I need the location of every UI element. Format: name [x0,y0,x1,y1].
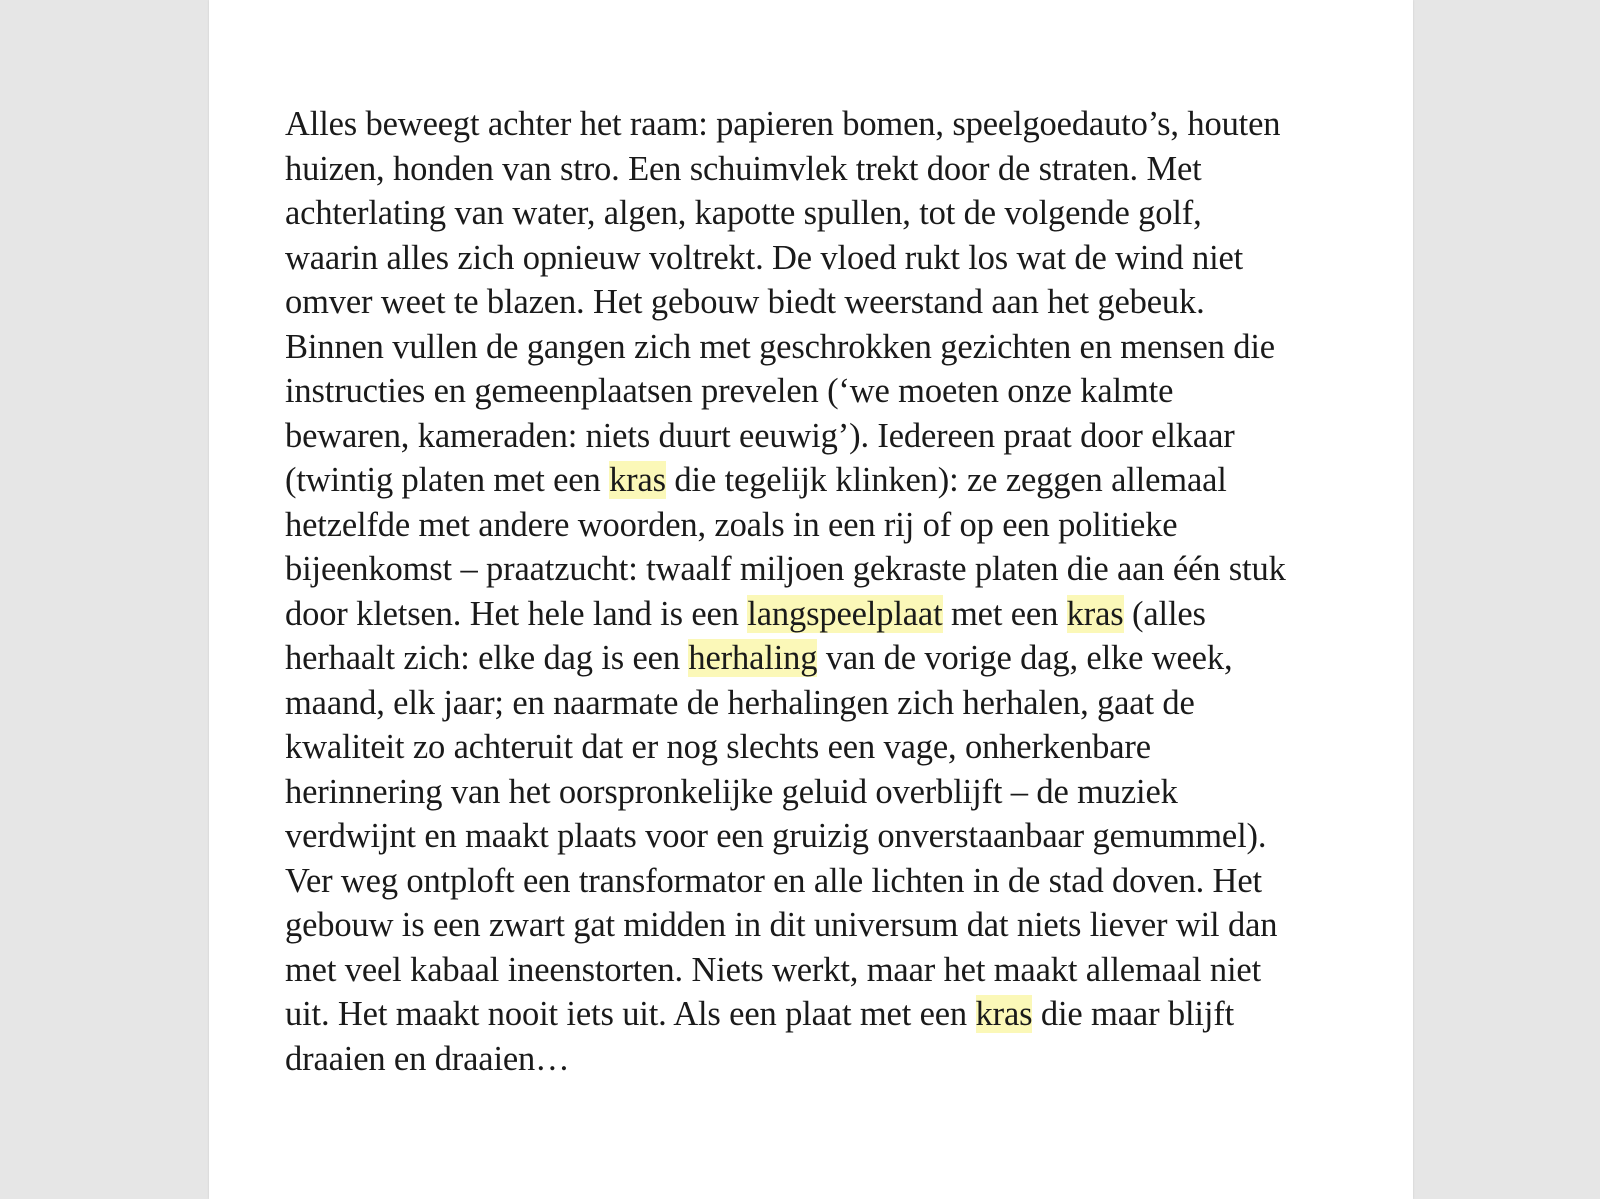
text-segment: door kletsen. Het hele land is een [285,594,748,633]
text-line [285,147,1415,192]
text-line [285,725,1415,770]
highlighted-word[interactable]: kras [1066,594,1124,633]
text-segment: die maar blijft [1032,995,1235,1033]
text-line [285,191,1415,236]
highlighted-word[interactable]: langspeelplaat [747,594,943,633]
text-line [285,503,1415,548]
text-line [285,903,1415,948]
text-line [285,325,1415,370]
text-line [285,414,1415,459]
text-line [285,458,1415,503]
text-segment: bijeenkomst – praatzucht: twaalf miljoen gekraste platen die aan één stuk [285,550,1286,588]
text-line [285,948,1415,993]
text-segment: herinnering van het oorspronkelijke geluid overblijft – de muziek [285,772,1178,811]
text-line [285,992,1415,1037]
text-segment: achterlating van water, algen, kapotte spullen, tot de volgende golf, [285,194,1202,232]
text-segment: herhaalt zich: elke dag is een [285,639,689,677]
document-page [209,0,1413,1199]
text-line [285,369,1415,414]
text-line [285,859,1415,904]
text-segment: maand, elk jaar; en naarmate de herhalingen zich herhalen, gaat de [285,683,1195,722]
text-line [285,814,1415,859]
text-line [285,236,1415,281]
text-line [285,592,1415,637]
text-line [285,102,1415,147]
text-segment: draaien en draaien… [285,1039,570,1078]
text-line [285,547,1415,592]
text-line [285,636,1415,681]
text-segment: (alles [1123,594,1206,633]
text-segment: Alles beweegt achter het raam: papieren bomen, speelgoedauto’s, houten [285,105,1281,143]
text-segment: van de vorige dag, elke week, [817,639,1233,677]
text-segment: gebouw is een zwart gat midden in dit universum dat niets liever wil dan [285,906,1278,944]
highlighted-word[interactable]: kras [609,461,666,499]
text-line [285,681,1415,726]
text-segment: hetzelfde met andere woorden, zoals in een rij of op een politieke [285,505,1178,544]
body-paragraph [285,102,1415,1081]
text-line [285,770,1415,815]
highlighted-word[interactable]: kras [975,995,1033,1033]
text-segment: Binnen vullen de gangen zich met geschrokken gezichten en mensen die [285,327,1275,366]
text-segment: instructies en gemeenplaatsen prevelen (‘we moeten onze kalmte [285,372,1174,410]
text-segment: met veel kabaal ineenstorten. Niets werkt, maar het maakt allemaal niet [285,950,1262,989]
text-line [285,280,1415,325]
text-segment: omver weet te blazen. Het gebouw biedt weerstand aan het gebeuk. [285,283,1205,321]
text-segment: uit. Het maakt nooit iets uit. Als een plaat met een [285,995,976,1033]
text-segment: met een [942,594,1067,633]
text-segment: huizen, honden van stro. Een schuimvlek trekt door de straten. Met [285,149,1202,188]
text-segment: verdwijnt en maakt plaats voor een gruizig onverstaanbaar gemummel). [285,817,1267,855]
text-segment: bewaren, kameraden: niets duurt eeuwig’). Iedereen praat door elkaar [285,416,1235,455]
text-segment: (twintig platen met een [285,461,610,499]
highlighted-word[interactable]: herhaling [688,639,818,677]
text-line [285,1037,1415,1082]
text-segment: waarin alles zich opnieuw voltrekt. De vloed rukt los wat de wind niet [285,238,1244,277]
text-segment: Ver weg ontploft een transformator en alle lichten in de stad doven. Het [285,861,1262,900]
text-segment: kwaliteit zo achteruit dat er nog slechts een vage, onherkenbare [285,728,1151,766]
text-segment: die tegelijk klinken): ze zeggen allemaal [665,461,1227,499]
